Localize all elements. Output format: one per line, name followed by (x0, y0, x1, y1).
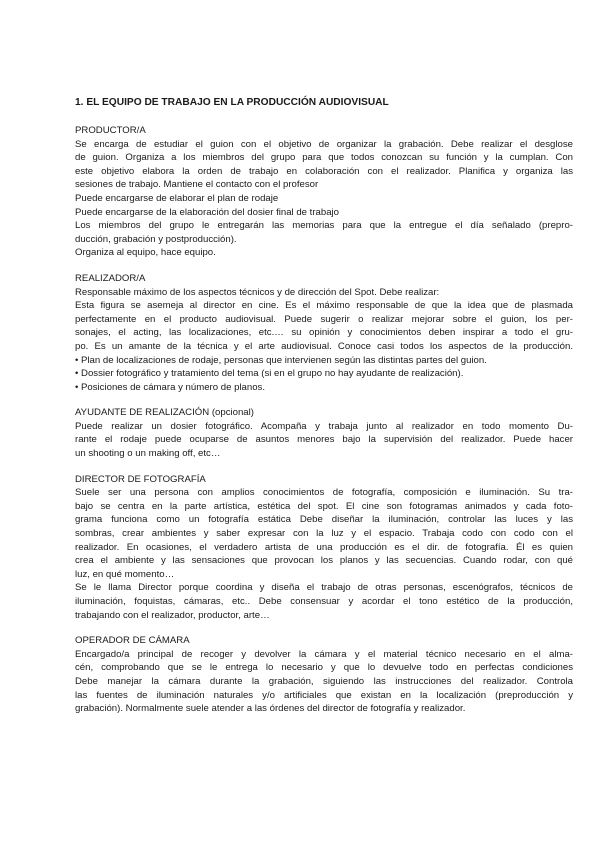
paragraph-line: • Posiciones de cámara y número de planos. (75, 381, 266, 393)
paragraph-line: iluminación, foquistas, cámaras, etc.. Debe consensuar y acordar el tono estético de la producción, (75, 596, 573, 607)
section-heading: REALIZADOR/A (75, 272, 146, 284)
paragraph-line: ducción, grabación y postproducción). (75, 233, 237, 245)
paragraph-line: Suele ser una persona con amplios conocimientos de fotografía, composición e iluminación. Su tra- (75, 487, 573, 499)
sections-container (75, 124, 573, 716)
paragraph-line: • Dossier fotográfico y tratamiento del tema (si en el grupo no hay ayudante de realización). (75, 368, 464, 380)
paragraph-line: sesiones de trabajo. Mantiene el contacto con el profesor (75, 179, 319, 191)
paragraph-line: Responsable máximo de los aspectos técnicos y de dirección del Spot. Debe realizar: (75, 286, 440, 298)
section-heading: OPERADOR DE CÁMARA (75, 635, 190, 647)
paragraph-line: Organiza al equipo, hace equipo. (75, 247, 216, 259)
paragraph-line: un shooting o un making off, etc… (75, 448, 221, 460)
section (75, 634, 573, 716)
paragraph-line: las fuentes de iluminación naturales y/o artificiales que existan en la localización (preproducción y (75, 689, 573, 701)
document-title: 1. EL EQUIPO DE TRABAJO EN LA PRODUCCIÓN AUDIOVISUAL (75, 97, 389, 108)
paragraph-line: de guion. Organiza a los miembros del grupo para que todos conozcan su función y la cumplan. Con (75, 152, 573, 164)
paragraph-line: Puede encargarse de la elaboración del dosier final de trabajo (75, 206, 340, 218)
paragraph-line: Debe manejar la cámara durante la grabación, siguiendo las instrucciones del realizador. Controla (75, 675, 573, 687)
paragraph-line: po. Es un amante de la técnica y el arte audiovisual. Conoce casi todos los aspectos de la producción. (75, 340, 573, 352)
paragraph-line: Encargado/a principal de recoger y devolver la cámara y el material técnico necesario en el alma- (75, 648, 573, 660)
paragraph-line: realizador. En ocasiones, el verdadero artista de una producción es el dir. de fotografía. Él es quien (75, 541, 573, 553)
paragraph-line: sonajes, el acting, las localizaciones, etc.… su opinión y conocimientos deben inspirar a todo el gru- (75, 327, 573, 339)
section (75, 406, 573, 460)
paragraph-line: Puede realizar un dosier fotográfico. Acompaña y trabaja junto al realizador en todo momento Du- (75, 420, 573, 432)
section (75, 473, 573, 623)
paragraph-line: bajo se centra en la parte artística, estética del spot. El cine son fotogramas animados y cada foto- (75, 500, 573, 512)
paragraph-line: Los miembros del grupo le entregarán las memorias para que la entregue el día señalado (prepro- (75, 220, 573, 232)
paragraph-line: perfectamente en el producto audiovisual. Puede sugerir o realizar mejorar sobre el guion, los per- (75, 313, 573, 325)
paragraph-line: luz, en qué momento… (75, 568, 175, 580)
paragraph-line: sombras, crear ambientes y saber expresar con la luz y el espacio. Trabaja codo con codo con el (75, 528, 573, 540)
paragraph-line: cén, comprobando que se le entrega lo necesario y que lo devuelve todo en perfectas condiciones (75, 662, 573, 674)
paragraph-line: Puede encargarse de elaborar el plan de rodaje (75, 192, 279, 204)
paragraph-line: Se le llama Director porque coordina y diseña el trabajo de otras personas, escenógrafos, técnicos de (75, 582, 573, 594)
section-heading: AYUDANTE DE REALIZACIÓN (opcional) (75, 407, 254, 419)
paragraph-line: grama funciona como un fotografía estática Debe diseñar la iluminación, controlar las luces y las (75, 514, 573, 526)
section-heading: DIRECTOR DE FOTOGRAFÍA (75, 473, 206, 485)
paragraph-line: grabación). Normalmente suele atender a las órdenes del director de fotografía y realizador. (75, 703, 466, 715)
section-heading: PRODUCTOR/A (75, 125, 146, 136)
paragraph-line: Se encarga de estudiar el guion con el objetivo de organizar la grabación. Debe realizar el desglose (75, 138, 573, 150)
paragraph-line: crea el ambiente y las sensaciones que provocan los planos y las secuencias. Cuando rodar, con qué (75, 555, 573, 567)
paragraph-line: trabajando con el realizador, productor, arte… (75, 609, 270, 621)
section (75, 272, 573, 394)
paragraph-line: Esta figura se asemeja al director en cine. Es el máximo responsable de que la idea que de plasmada (75, 300, 573, 312)
paragraph-line: • Plan de localizaciones de rodaje, personas que intervienen según las distintas partes del guion. (75, 354, 487, 366)
paragraph-line: rante el rodaje puede ocuparse de asuntos menores bajo la supervisión del realizador. Puede hacer (75, 434, 573, 446)
paragraph-line: este objetivo elabora la orden de trabajo en colaboración con el realizador. Planifica y organiza las (75, 165, 573, 177)
section (75, 124, 573, 260)
